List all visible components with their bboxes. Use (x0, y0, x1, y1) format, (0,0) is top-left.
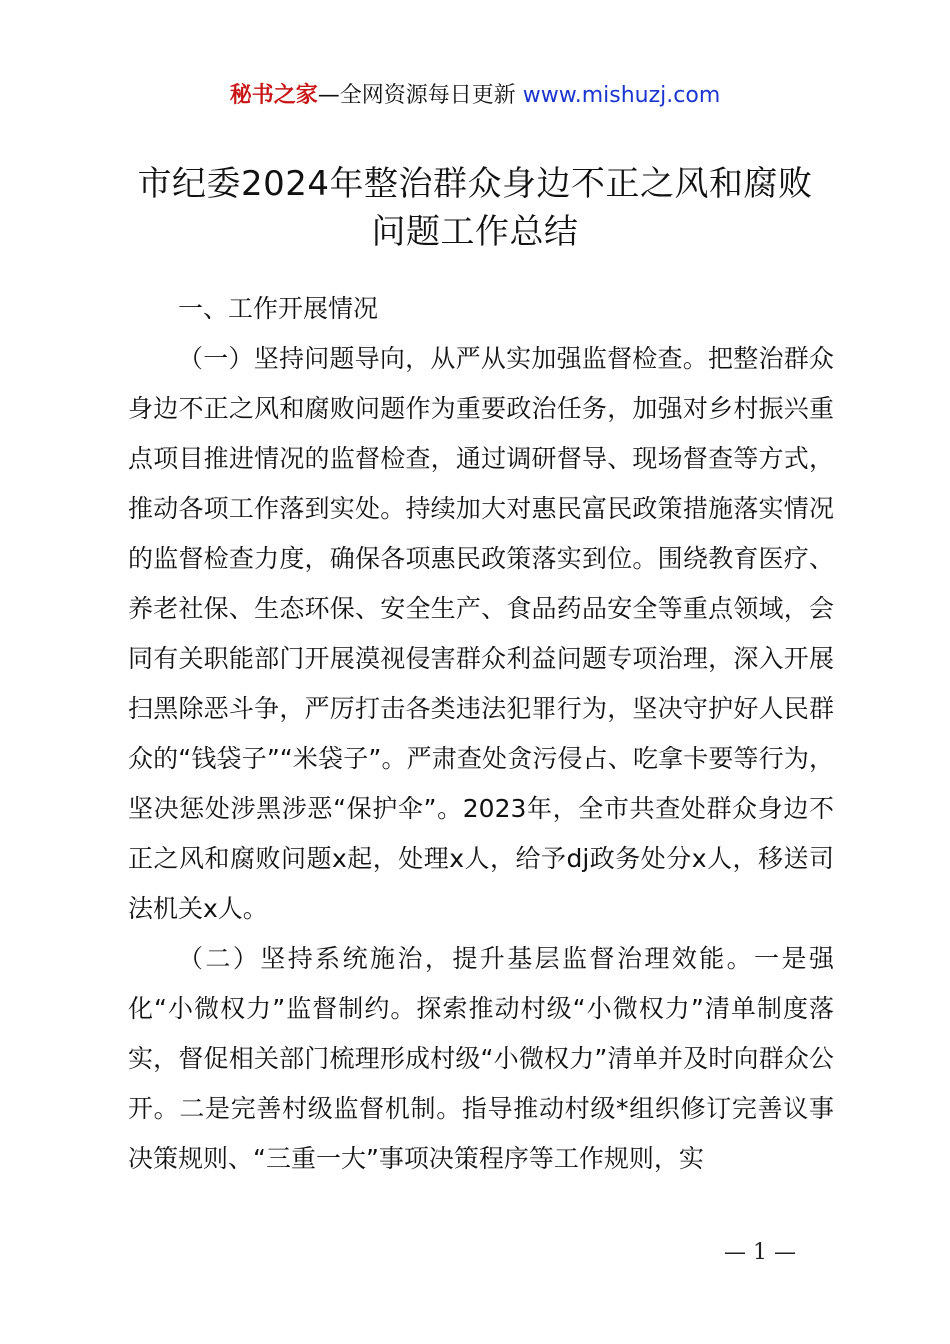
document-title (100, 160, 850, 256)
brand-name: 秘书之家 (229, 83, 318, 108)
page-number: — 1 — (724, 1240, 796, 1265)
paragraph-2: （二）坚持系统施治，提升基层监督治理效能。一是强化“小微权力”监督制约。探索推动村级“小微权力”清单制度落实，督促相关部门梳理形成村级“小微权力”清单并及时向群众公开。二是完善村级监督机制。指导推动村级*组织修订完善议事决策规则、“三重一大”事项决策程序等工作规则，实 (128, 944, 834, 1173)
banner-tagline: —全网资源每日更新 (317, 83, 516, 108)
document-body (128, 284, 834, 1184)
paragraph-1: （一）坚持问题导向，从严从实加强监督检查。把整治群众身边不正之风和腐败问题作为重要政治任务，加强对乡村振兴重点项目推进情况的监督检查，通过调研督导、现场督查等方式，推动各项工作落到实处。持续加大对惠民富民政策措施落实情况的监督检查力度，确保各项惠民政策落实到位。围绕教育医疗、养老社保、生态环保、安全生产、食品药品安全等重点领域，会同有关职能部门开展漠视侵害群众利益问题专项治理，深入开展扫黑除恶斗争，严厉打击各类违法犯罪行为，坚决守护好人民群众的“钱袋子”“米袋子”。严肃查处贪污侵占、吃拿卡要等行为，坚决惩处涉黑涉恶“保护伞”。2023年，全市共查处群众身边不正之风和腐败问题x起，处理x人，给予dj政务处分x人，移送司法机关x人。 (128, 344, 834, 923)
site-url[interactable]: www.mishuzj.com (522, 83, 721, 108)
site-banner (0, 82, 950, 110)
title-line-1: 市纪委2024年整治群众身边不正之风和腐败 (137, 164, 813, 204)
section-heading: 一、工作开展情况 (178, 294, 379, 323)
title-line-2: 问题工作总结 (371, 212, 579, 252)
